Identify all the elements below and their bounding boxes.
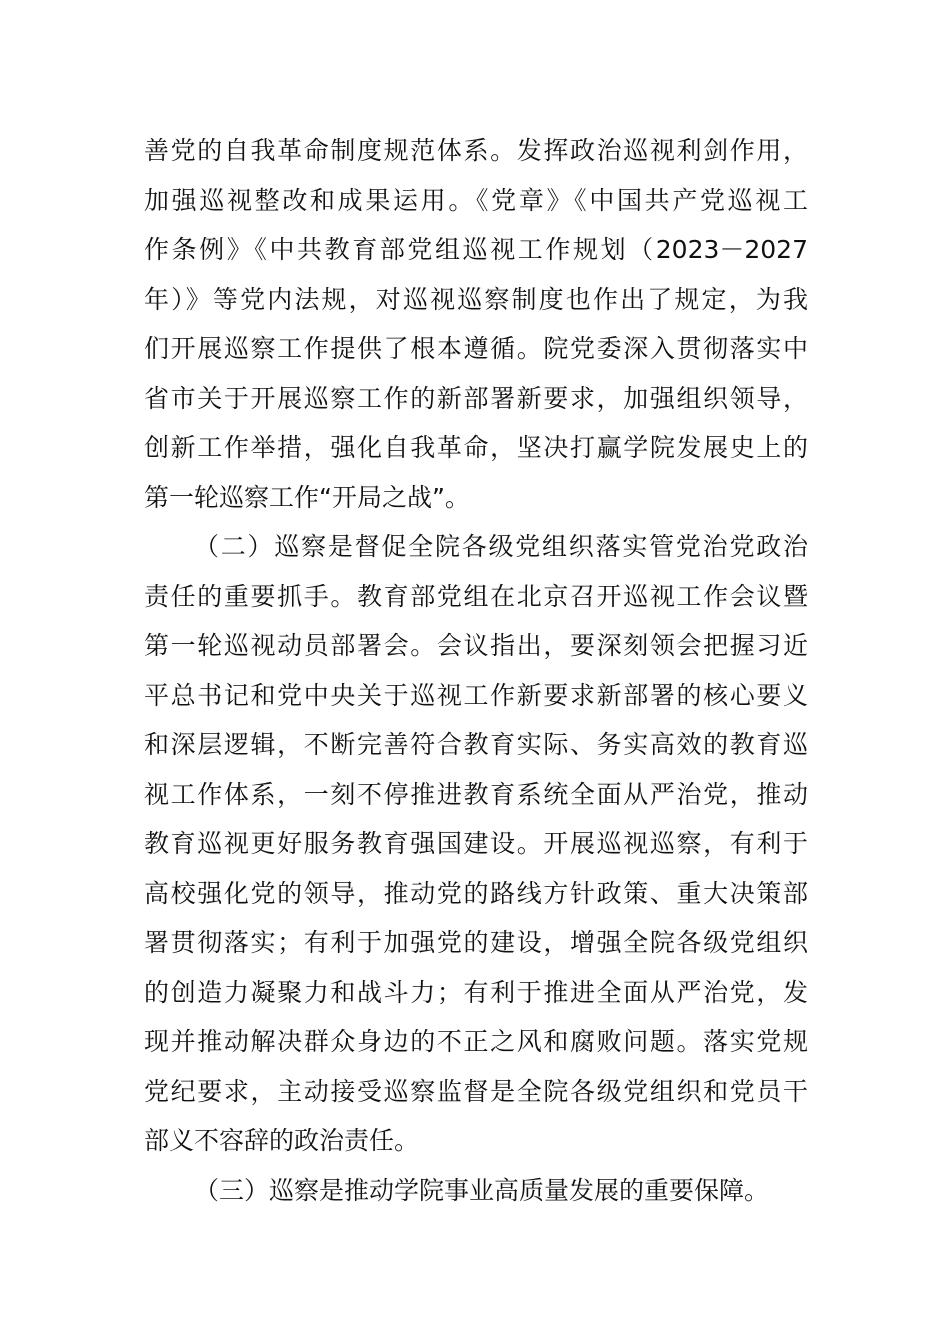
paragraph-line: 责任的重要抓手。教育部党组在北京召开巡视工作会议暨 bbox=[144, 581, 808, 611]
paragraph-3 bbox=[144, 1166, 808, 1216]
paragraph-line: 平总书记和党中央关于巡视工作新要求新部署的核心要义 bbox=[144, 680, 808, 710]
paragraph-1 bbox=[144, 126, 808, 522]
paragraph-line: 教育巡视更好服务教育强国建设。开展巡视巡察，有利于 bbox=[144, 829, 808, 858]
paragraph-heading-line: （三）巡察是推动学院事业高质量发展的重要保障。 bbox=[194, 1175, 770, 1205]
paragraph-line: 视工作体系，一刻不停推进教育系统全面从严治党，推动 bbox=[144, 779, 808, 809]
paragraph-line: 部义不容辞的政治责任。 bbox=[144, 1126, 420, 1155]
document-body bbox=[144, 126, 808, 1215]
paragraph-line: 们开展巡察工作提供了根本遵循。院党委深入贯彻落实中 bbox=[144, 334, 808, 363]
paragraph-line: 和深层逻辑，不断完善符合教育实际、务实高效的教育巡 bbox=[144, 730, 808, 759]
paragraph-line: 现并推动解决群众身边的不正之风和腐败问题。落实党规 bbox=[144, 1027, 808, 1056]
paragraph-2 bbox=[144, 522, 808, 1166]
paragraph-heading-line: （二）巡察是督促全院各级党组织落实管党治党政治 bbox=[194, 532, 808, 561]
paragraph-line: 党纪要求，主动接受巡察监督是全院各级党组织和党员干 bbox=[144, 1076, 808, 1106]
paragraph-line: 的创造力凝聚力和战斗力；有利于推进全面从严治党，发 bbox=[144, 977, 808, 1007]
paragraph-line: 高校强化党的领导，推动党的路线方针政策、重大决策部 bbox=[144, 878, 808, 908]
paragraph-line: 省市关于开展巡察工作的新部署新要求，加强组织领导， bbox=[144, 383, 808, 413]
paragraph-line: 第一轮巡视动员部署会。会议指出，要深刻领会把握习近 bbox=[144, 631, 808, 660]
paragraph-line: 作条例》《中共教育部党组巡视工作规划（2023－2027 bbox=[144, 235, 808, 264]
paragraph-line: 善党的自我革命制度规范体系。发挥政治巡视利剑作用， bbox=[144, 136, 808, 165]
paragraph-line: 署贯彻落实；有利于加强党的建设，增强全院各级党组织 bbox=[144, 928, 808, 957]
paragraph-line: 年）》等党内法规，对巡视巡察制度也作出了规定，为我 bbox=[144, 284, 808, 314]
paragraph-line: 第一轮巡察工作“开局之战”。 bbox=[144, 482, 470, 512]
paragraph-line: 加强巡视整改和成果运用。《党章》《中国共产党巡视工 bbox=[144, 185, 808, 215]
paragraph-line: 创新工作举措，强化自我革命，坚决打赢学院发展史上的 bbox=[144, 433, 808, 462]
